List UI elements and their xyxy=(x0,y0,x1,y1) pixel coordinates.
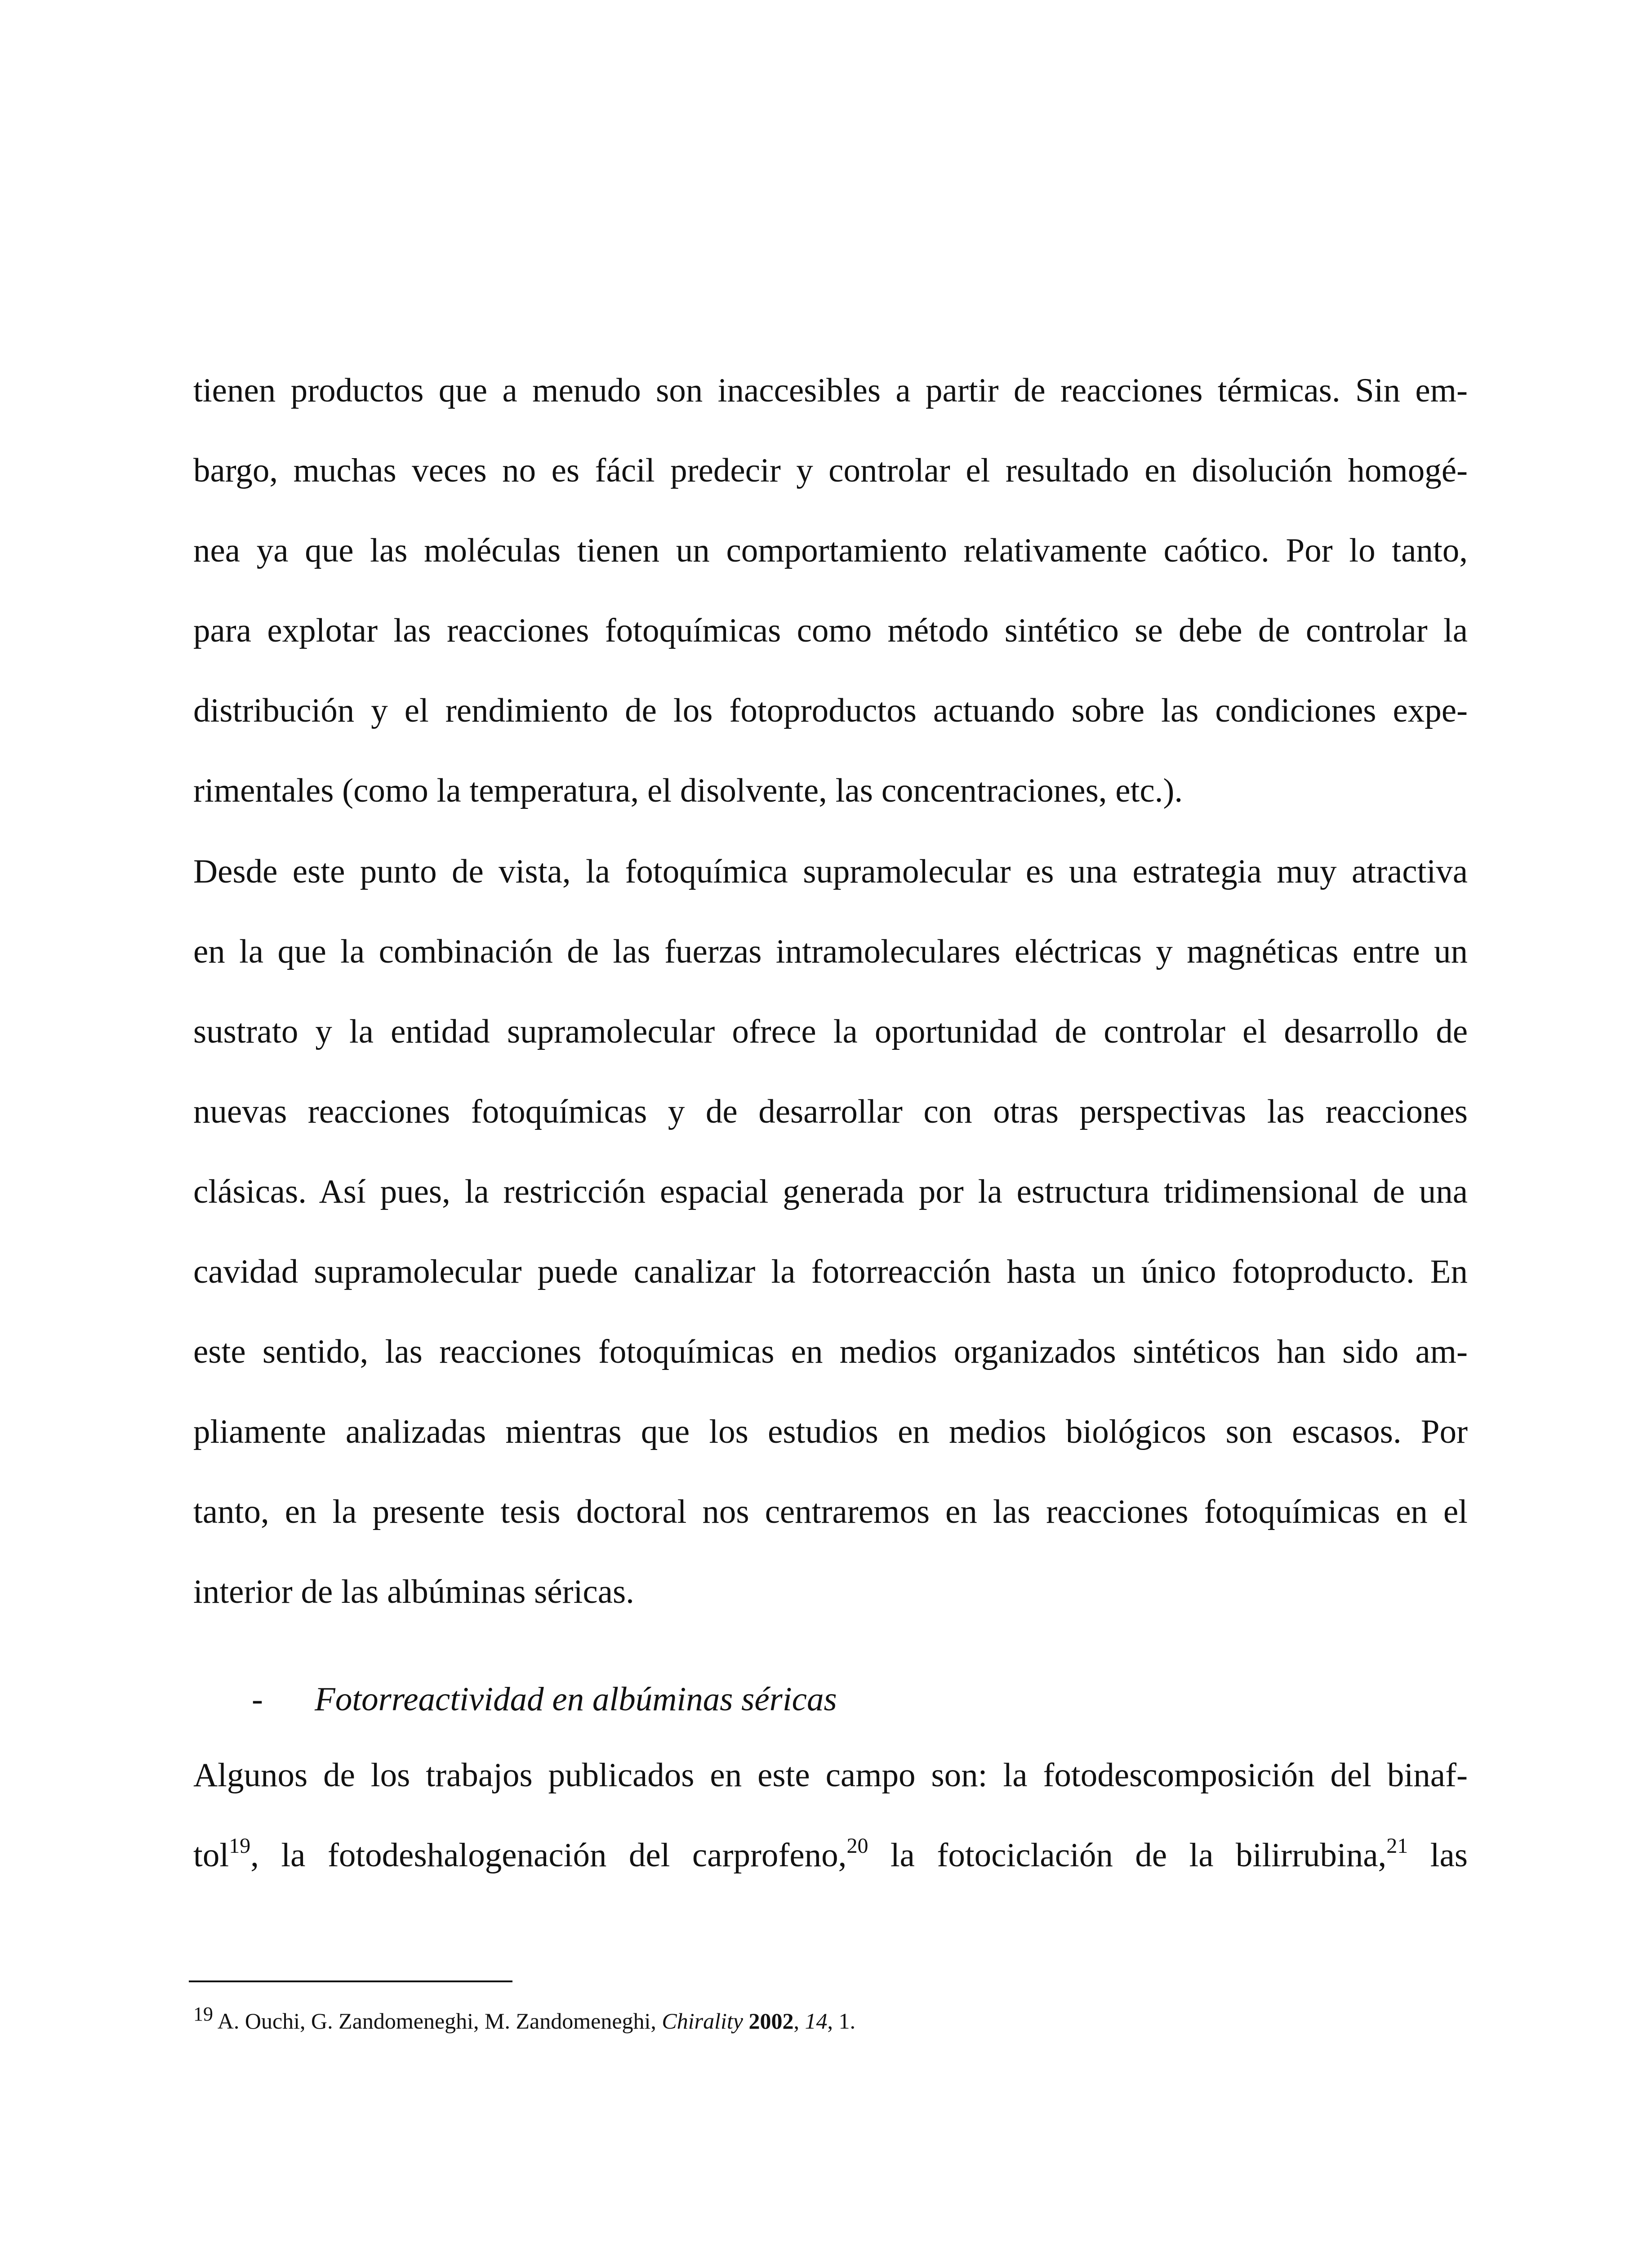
footnote-number: 19 xyxy=(193,2003,213,2025)
text-line: rimentales (como la temperatura, el disolvente, las concentraciones, etc.). xyxy=(193,772,1183,809)
text-line: sustrato y la entidad supramolecular ofrece la oportunidad de controlar el desarrollo de xyxy=(193,1013,1468,1050)
footnote-19: $^{19}$ A. Ouchi, G. Zandomeneghi, M. Zandomeneghi, Chirality 2002, 14, 1. xyxy=(193,2003,855,2034)
text-line: distribución y el rendimiento de los fotoproductos actuando sobre las condiciones expe- xyxy=(193,692,1468,729)
citation-20: 20 xyxy=(846,1834,868,1858)
paragraph-2 xyxy=(193,832,1468,1632)
text-segment: , la fotodeshalogenación del carprofeno, xyxy=(250,1837,847,1874)
footnote-journal: Chirality xyxy=(662,2008,743,2034)
footnote-year: 2002 xyxy=(748,2008,794,2034)
section-heading xyxy=(252,1677,837,1722)
footnote-volume: 14 xyxy=(805,2008,828,2034)
paragraph-3 xyxy=(193,1735,1468,1896)
text-line: este sentido, las reacciones fotoquímicas en medios organizados sintéticos han sido am- xyxy=(193,1333,1468,1370)
text-line: cavidad supramolecular puede canalizar la fotorreacción hasta un único fotoproducto. En xyxy=(193,1253,1468,1290)
citation-21: 21 xyxy=(1386,1834,1408,1858)
text-line: interior de las albúminas séricas. xyxy=(193,1573,634,1610)
text-line: Algunos de los trabajos publicados en este campo son: la fotodescomposición del binaf- xyxy=(193,1757,1468,1794)
text-line: Desde este punto de vista, la fotoquímica supramolecular es una estrategia muy atractiva xyxy=(193,853,1468,890)
text-line: bargo, muchas veces no es fácil predecir y controlar el resultado en disolución homogé- xyxy=(193,452,1468,489)
text-line: pliamente analizadas mientras que los estudios en medios biológicos son escasos. Por xyxy=(193,1413,1468,1450)
text-segment: la fotociclación de la bilirrubina, xyxy=(868,1837,1387,1874)
heading-title: Fotorreactividad en albúminas séricas xyxy=(315,1681,837,1718)
text-line: nea ya que las moléculas tienen un comportamiento relativamente caótico. Por lo tanto, xyxy=(193,532,1468,569)
text-line: nuevas reacciones fotoquímicas y de desarrollar con otras perspectivas las reacciones xyxy=(193,1093,1468,1130)
text-line: para explotar las reacciones fotoquímicas como método sintético se debe de controlar la xyxy=(193,612,1468,649)
text-line-with-citations xyxy=(193,1815,1468,1896)
text-segment: las xyxy=(1408,1837,1468,1874)
text-segment: tol xyxy=(193,1837,229,1874)
paragraph-1 xyxy=(193,351,1468,831)
text-line: clásicas. Así pues, la restricción espacial generada por la estructura tridimensional de una xyxy=(193,1173,1468,1210)
footnote-page: , 1. xyxy=(827,2008,855,2034)
heading-bullet: - xyxy=(252,1681,263,1718)
text-line: en la que la combinación de las fuerzas intramoleculares eléctricas y magnéticas entre un xyxy=(193,933,1468,970)
footnote-authors: A. Ouchi, G. Zandomeneghi, M. Zandomeneghi, xyxy=(213,2008,662,2034)
text-line: tanto, en la presente tesis doctoral nos centraremos en las reacciones fotoquímicas en el xyxy=(193,1493,1468,1530)
citation-19: 19 xyxy=(229,1834,251,1858)
footnote-divider xyxy=(189,1980,512,1982)
text-line: tienen productos que a menudo son inaccesibles a partir de reacciones térmicas. Sin em- xyxy=(193,372,1468,409)
